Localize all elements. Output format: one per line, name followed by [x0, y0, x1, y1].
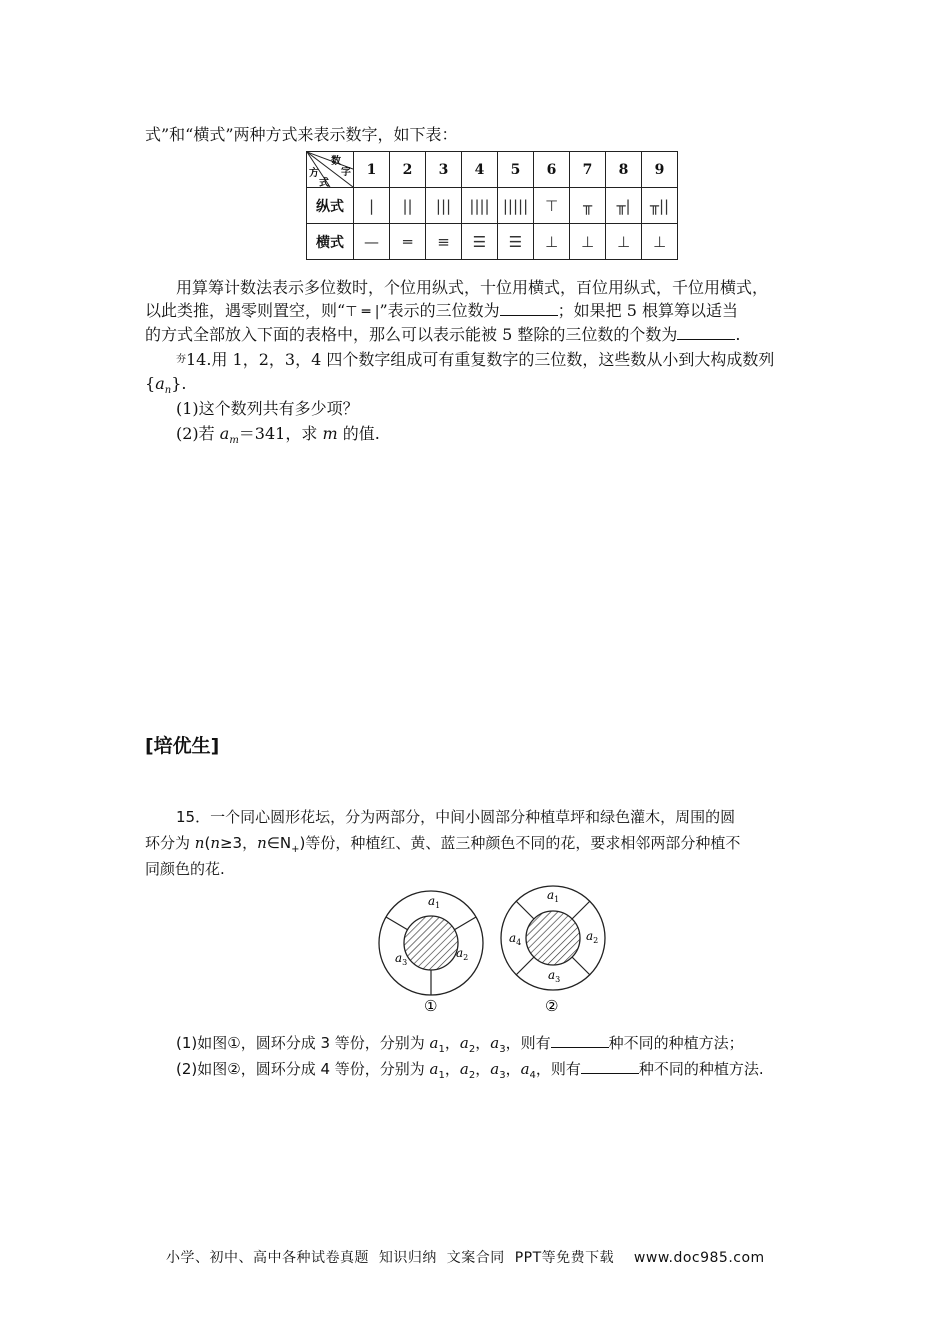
q14-text: (2)若 — [176, 424, 220, 443]
rod-cell: ☰ — [462, 224, 498, 260]
digit-header: 3 — [426, 152, 462, 188]
rod-cell: ⊥ — [534, 224, 570, 260]
table-header-row — [307, 152, 678, 188]
q15-text: ， — [475, 1060, 491, 1078]
q14-part2 — [176, 423, 380, 452]
q14-part1: (1)这个数列共有多少项？ — [176, 399, 359, 418]
q14-text: 的值. — [337, 424, 380, 443]
para1-text: ；如果把 5 根算筹以适当 — [557, 301, 738, 320]
para1-line3 — [145, 324, 740, 346]
corner-label-c: 方 — [309, 168, 319, 179]
var-n: n — [210, 834, 220, 852]
label-a1: $a_1$ — [428, 894, 441, 910]
rod-cell: ═ — [390, 224, 426, 260]
q15-text: 环分为 — [145, 834, 195, 852]
q15-text: ( — [204, 834, 211, 852]
brace: { — [145, 374, 156, 393]
digit-header: 7 — [570, 152, 606, 188]
q15-text: ， — [505, 1060, 521, 1078]
corner-label-b: 字 — [341, 167, 351, 178]
rod-cell: || — [390, 188, 426, 224]
var-n: n — [257, 834, 267, 852]
q15-text: 种不同的种植方法. — [638, 1060, 764, 1078]
digit-header: 5 — [498, 152, 534, 188]
divider-line — [572, 957, 590, 975]
digit-header: 2 — [390, 152, 426, 188]
flowerbed-figures — [370, 880, 620, 1020]
q15-text: ， — [475, 1034, 491, 1052]
rod-cell: ⊥ — [606, 224, 642, 260]
inner-hatched-circle — [404, 916, 458, 970]
divider-line — [572, 901, 590, 919]
label-a2: $a_2$ — [456, 946, 469, 962]
q14-line1 — [176, 349, 774, 371]
q15-text: (2)如图②，圆环分成 4 等份，分别为 — [176, 1060, 430, 1078]
rod-cell: ⊥ — [642, 224, 678, 260]
var-a: a — [429, 1034, 439, 1052]
sub-n: n — [164, 385, 172, 397]
sub-2: 2 — [468, 1070, 476, 1081]
figure-2 — [501, 886, 605, 1015]
para1-line1: 用算筹计数法表示多位数时，个位用纵式，十位用横式，百位用纵式，千位用横式， — [176, 278, 769, 297]
q15-sub1 — [176, 1032, 744, 1061]
q15-text: ，则有 — [505, 1034, 551, 1052]
digit-header: 8 — [606, 152, 642, 188]
digit-header: 1 — [354, 152, 390, 188]
divider-line — [454, 917, 476, 930]
var-a: a — [490, 1034, 500, 1052]
brace: }. — [171, 374, 187, 393]
sub-plus: + — [291, 844, 300, 855]
rod-cell: ╥|| — [642, 188, 678, 224]
rod-cell: ☰ — [498, 224, 534, 260]
answer-blank — [500, 301, 558, 316]
sub-3: 3 — [499, 1044, 506, 1055]
q15-text: ≥3， — [219, 834, 258, 852]
var-a: a — [429, 1060, 439, 1078]
label-a3: $a_3$ — [548, 968, 561, 984]
rod-cell: ≡ — [426, 224, 462, 260]
q15-text: ，则有 — [535, 1060, 581, 1078]
para1-text: . — [735, 325, 741, 344]
row-label: 横式 — [307, 224, 354, 260]
sub-m: m — [229, 435, 239, 447]
var-m: m — [322, 424, 338, 443]
var-a: a — [155, 374, 165, 393]
rod-cell: ||| — [426, 188, 462, 224]
para1-text: 的方式全部放入下面的表格中，那么可以表示能被 5 整除的三位数的个数为 — [145, 325, 678, 344]
digit-header: 4 — [462, 152, 498, 188]
q15-text: )等份，种植红、黄、蓝三种颜色不同的花，要求相邻两部分种植不 — [299, 834, 741, 852]
divider-line — [386, 917, 408, 930]
var-a: a — [490, 1060, 500, 1078]
q15-line3: 同颜色的花. — [145, 860, 225, 878]
answer-blank — [581, 1059, 639, 1074]
row-label: 纵式 — [307, 188, 354, 224]
inner-hatched-circle — [526, 911, 580, 965]
table-row-vertical — [307, 188, 678, 224]
q15-text: ， — [444, 1060, 460, 1078]
rod-cell: ||||| — [498, 188, 534, 224]
rod-cell: | — [354, 188, 390, 224]
q15-text: ， — [444, 1034, 460, 1052]
q15-text: 种不同的种植方法； — [608, 1034, 744, 1052]
sub-2: 2 — [468, 1044, 476, 1055]
difficulty-mark: 夯 — [176, 354, 186, 365]
rod-cell: ⊤ — [534, 188, 570, 224]
rod-cell: ⊥ — [570, 224, 606, 260]
label-a2: $a_2$ — [586, 929, 599, 945]
rod-symbol: ⊤ ═ | — [345, 304, 380, 320]
figure-1 — [379, 891, 483, 1015]
table-corner-cell — [307, 152, 354, 188]
sub-4: 4 — [529, 1070, 536, 1081]
q15-line1: 15．一个同心圆形花坛，分为两部分，中间小圆部分种植草坪和绿色灌木，周围的圆 — [176, 808, 736, 826]
label-a3: $a_3$ — [395, 951, 408, 967]
answer-blank — [551, 1033, 609, 1048]
q14-text: ＝341，求 — [238, 424, 323, 443]
digit-header: 9 — [642, 152, 678, 188]
var-a: a — [459, 1034, 469, 1052]
var-a: a — [520, 1060, 530, 1078]
sub-1: 1 — [438, 1070, 445, 1081]
var-a: a — [459, 1060, 469, 1078]
q15-line2 — [145, 832, 740, 861]
digit-header: 6 — [534, 152, 570, 188]
q14-text: 14.用 1，2，3，4 四个数字组成可有重复数字的三位数，这些数从小到大构成数列 — [186, 350, 775, 369]
answer-blank — [677, 325, 735, 340]
q15-sub2 — [176, 1058, 764, 1087]
var-a: a — [219, 424, 230, 443]
corner-label-a: 数 — [331, 156, 341, 167]
para1-text: ”表示的三位数为 — [379, 301, 500, 320]
intro-line: 式”和“横式”两种方式来表示数字，如下表： — [145, 125, 458, 144]
figure-2-label: ② — [545, 997, 559, 1015]
divider-line — [516, 901, 534, 919]
footer-text: 小学、初中、高中各种试卷真题 知识归纳 文案合同 PPT等免费下载 www.doc985.com — [166, 1250, 765, 1266]
sub-3: 3 — [499, 1070, 506, 1081]
divider-line — [516, 957, 534, 975]
para1-text: 以此类推，遇零则置空，则“ — [145, 301, 346, 320]
rod-cell: ╥ — [570, 188, 606, 224]
corner-label-d: 式 — [319, 178, 329, 189]
para1-line2 — [145, 300, 738, 323]
figure-1-label: ① — [424, 997, 438, 1015]
label-a1: $a_1$ — [547, 888, 560, 904]
section-title: [培优生] — [145, 735, 220, 757]
rod-cell: ╥| — [606, 188, 642, 224]
q15-text: (1)如图①，圆环分成 3 等份，分别为 — [176, 1034, 430, 1052]
rod-cell: |||| — [462, 188, 498, 224]
rod-numeral-table — [306, 151, 678, 260]
q15-text: ∈N — [266, 834, 292, 852]
sub-1: 1 — [438, 1044, 445, 1055]
label-a4: $a_4$ — [509, 931, 522, 947]
table-row-horizontal — [307, 224, 678, 260]
var-n: n — [194, 834, 205, 852]
rod-cell: — — [354, 224, 390, 260]
